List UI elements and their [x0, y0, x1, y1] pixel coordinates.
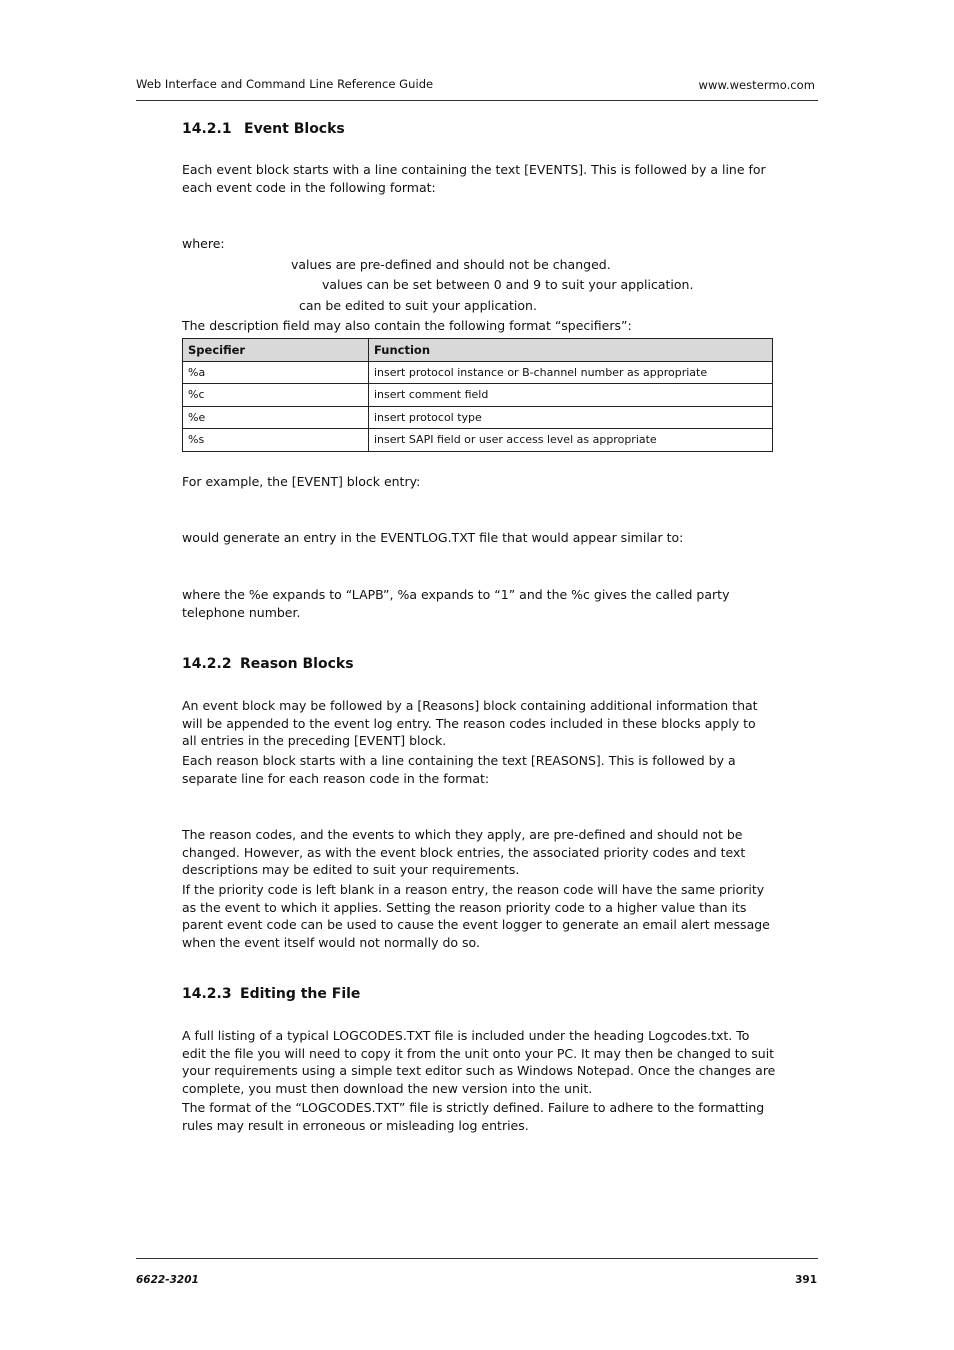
where-line-codes: values are pre-defined and should not be changed.: [291, 257, 611, 272]
column-header-function: Function: [369, 339, 773, 362]
specifiers-intro: The description field may also contain the following format “specifiers”:: [182, 318, 632, 333]
function-cell: insert protocol instance or B-channel number as appropriate: [369, 361, 773, 384]
specifier-cell: %s: [183, 429, 369, 452]
editing-paragraph: A full listing of a typical LOGCODES.TXT file is included under the heading Logcodes.txt. To edit the file you will need to copy it from the unit onto your PC. It may then be changed to suit your requirements using a simple text editor such as Windows Notepad. Once the changes are complete, you must then download the new version into the unit.: [182, 1028, 776, 1096]
section-title: Editing the File: [240, 986, 361, 1002]
reason-blocks-paragraph: The reason codes, and the events to which they apply, are pre-defined and should not be changed. However, as with the event block entries, the associated priority codes and text descriptions may be edited to suit your requirements.: [182, 827, 746, 877]
specifier-cell: %a: [183, 361, 369, 384]
editing-paragraph: The format of the “LOGCODES.TXT” file is strictly defined. Failure to adhere to the formatting rules may result in erroneous or misleading log entries.: [182, 1100, 765, 1133]
section-number: 14.2.1: [182, 121, 232, 137]
where-label: where:: [182, 236, 225, 251]
section-number: 14.2.2: [182, 656, 232, 672]
where-line-priority: values can be set between 0 and 9 to suit your application.: [322, 277, 694, 292]
reason-blocks-paragraph: An event block may be followed by a [Reasons] block containing additional information that will be appended to the event log entry. The reason codes included in these blocks apply to all entries in the preceding [EVENT] block.: [182, 698, 758, 748]
table-row: [183, 384, 773, 407]
example-intro: For example, the [EVENT] block entry:: [182, 474, 421, 489]
function-cell: insert protocol type: [369, 406, 773, 429]
example-result: would generate an entry in the EVENTLOG.TXT file that would appear similar to:: [182, 530, 684, 545]
specifier-table: [182, 338, 773, 452]
section-number: 14.2.3: [182, 986, 232, 1002]
specifier-cell: %c: [183, 384, 369, 407]
section-heading-editing-the-file: [182, 986, 360, 1002]
running-header-title: Web Interface and Command Line Reference Guide: [136, 77, 434, 91]
running-header-url: www.westermo.com: [698, 78, 815, 92]
function-cell: insert comment field: [369, 384, 773, 407]
where-line-description: can be edited to suit your application.: [299, 298, 537, 313]
example-explanation: where the %e expands to “LAPB”, %a expands to “1” and the %c gives the called party telephone number.: [182, 587, 730, 620]
table-header-row: [183, 339, 773, 362]
function-cell: insert SAPI field or user access level as appropriate: [369, 429, 773, 452]
section-heading-event-blocks: [182, 121, 345, 137]
section-title: Event Blocks: [244, 121, 345, 137]
table-row: [183, 361, 773, 384]
specifier-cell: %e: [183, 406, 369, 429]
table-row: [183, 406, 773, 429]
section-title: Reason Blocks: [240, 656, 354, 672]
reason-blocks-paragraph: Each reason block starts with a line containing the text [REASONS]. This is followed by a separate line for each reason code in the format:: [182, 753, 736, 786]
header-rule: [136, 100, 818, 101]
reason-blocks-paragraph: If the priority code is left blank in a reason entry, the reason code will have the same priority as the event to which it applies. Setting the reason priority code to a higher value than its parent event code can be used to cause the event logger to generate an email alert message when the event itself would not normally do so.: [182, 882, 770, 950]
column-header-specifier: Specifier: [183, 339, 369, 362]
section-heading-reason-blocks: [182, 656, 354, 672]
page-number: 391: [795, 1274, 817, 1286]
table-row: [183, 429, 773, 452]
document-number: 6622-3201: [136, 1274, 199, 1286]
event-blocks-intro: Each event block starts with a line containing the text [EVENTS]. This is followed by a line for each event code in the following format:: [182, 162, 766, 195]
footer-rule: [136, 1258, 818, 1259]
